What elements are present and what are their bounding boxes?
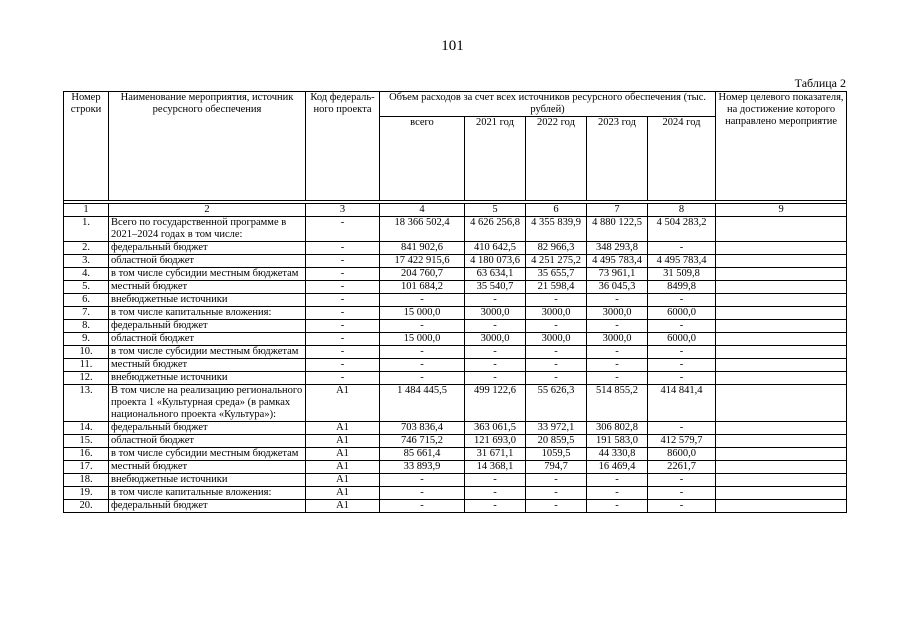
federal-code-cell: А1 bbox=[306, 500, 380, 513]
row-number-cell: 1. bbox=[64, 217, 109, 242]
activity-name-cell: областной бюджет bbox=[109, 435, 306, 448]
table-row bbox=[64, 268, 847, 281]
total-cell: 33 893,9 bbox=[380, 461, 465, 474]
target-indicator-cell bbox=[716, 474, 847, 487]
row-number-cell: 3. bbox=[64, 255, 109, 268]
year-2021-cell: - bbox=[465, 294, 526, 307]
table-row bbox=[64, 385, 847, 422]
activity-name-cell: в том числе субсидии местным бюджетам bbox=[109, 268, 306, 281]
total-cell: - bbox=[380, 294, 465, 307]
year-2021-cell: 121 693,0 bbox=[465, 435, 526, 448]
year-2021-cell: - bbox=[465, 359, 526, 372]
year-2021-cell: 4 180 073,6 bbox=[465, 255, 526, 268]
row-number-cell: 15. bbox=[64, 435, 109, 448]
column-number: 9 bbox=[716, 204, 847, 217]
year-2023-cell: 4 880 122,5 bbox=[587, 217, 648, 242]
year-2023-cell: - bbox=[587, 372, 648, 385]
federal-code-cell: - bbox=[306, 359, 380, 372]
activity-name-cell: федеральный бюджет bbox=[109, 242, 306, 255]
total-cell: - bbox=[380, 474, 465, 487]
table-row bbox=[64, 217, 847, 242]
year-2022-cell: - bbox=[526, 359, 587, 372]
total-cell: 746 715,2 bbox=[380, 435, 465, 448]
total-cell: 15 000,0 bbox=[380, 307, 465, 320]
table-row bbox=[64, 294, 847, 307]
year-2022-cell: 55 626,3 bbox=[526, 385, 587, 422]
year-2023-cell: - bbox=[587, 320, 648, 333]
target-indicator-cell bbox=[716, 307, 847, 320]
year-2023-cell: 191 583,0 bbox=[587, 435, 648, 448]
column-number: 1 bbox=[64, 204, 109, 217]
year-2023-cell: 36 045,3 bbox=[587, 281, 648, 294]
year-2023-cell: 306 802,8 bbox=[587, 422, 648, 435]
row-number-cell: 8. bbox=[64, 320, 109, 333]
year-2021-cell: - bbox=[465, 500, 526, 513]
activity-name-cell: федеральный бюджет bbox=[109, 422, 306, 435]
table-row bbox=[64, 448, 847, 461]
year-2022-cell: - bbox=[526, 320, 587, 333]
header-federal-project-code: Код федераль-ного проекта bbox=[306, 92, 380, 201]
target-indicator-cell bbox=[716, 346, 847, 359]
budget-table bbox=[63, 91, 847, 513]
header-year-2023: 2023 год bbox=[587, 117, 648, 201]
year-2023-cell: 44 330,8 bbox=[587, 448, 648, 461]
row-number-cell: 9. bbox=[64, 333, 109, 346]
row-number-cell: 5. bbox=[64, 281, 109, 294]
row-number-cell: 13. bbox=[64, 385, 109, 422]
table-row bbox=[64, 461, 847, 474]
year-2023-cell: 3000,0 bbox=[587, 307, 648, 320]
year-2023-cell: - bbox=[587, 487, 648, 500]
activity-name-cell: в том числе капитальные вложения: bbox=[109, 307, 306, 320]
table-row bbox=[64, 346, 847, 359]
header-total: всего bbox=[380, 117, 465, 201]
table-body bbox=[64, 217, 847, 513]
activity-name-cell: в том числе субсидии местным бюджетам bbox=[109, 448, 306, 461]
federal-code-cell: А1 bbox=[306, 487, 380, 500]
year-2024-cell: - bbox=[648, 320, 716, 333]
column-number: 2 bbox=[109, 204, 306, 217]
year-2024-cell: 414 841,4 bbox=[648, 385, 716, 422]
year-2022-cell: - bbox=[526, 474, 587, 487]
activity-name-cell: в том числе субсидии местным бюджетам bbox=[109, 346, 306, 359]
table-row bbox=[64, 359, 847, 372]
total-cell: 18 366 502,4 bbox=[380, 217, 465, 242]
table-row bbox=[64, 281, 847, 294]
year-2023-cell: - bbox=[587, 474, 648, 487]
target-indicator-cell bbox=[716, 422, 847, 435]
year-2023-cell: - bbox=[587, 294, 648, 307]
activity-name-cell: В том числе на реализацию регионального проекта 1 «Культурная среда» (в рамках национального проекта «Культура»): bbox=[109, 385, 306, 422]
target-indicator-cell bbox=[716, 217, 847, 242]
activity-name-cell: федеральный бюджет bbox=[109, 500, 306, 513]
year-2022-cell: 3000,0 bbox=[526, 333, 587, 346]
federal-code-cell: А1 bbox=[306, 435, 380, 448]
year-2024-cell: 6000,0 bbox=[648, 307, 716, 320]
year-2024-cell: - bbox=[648, 346, 716, 359]
header-year-2022: 2022 год bbox=[526, 117, 587, 201]
year-2023-cell: - bbox=[587, 500, 648, 513]
target-indicator-cell bbox=[716, 294, 847, 307]
federal-code-cell: - bbox=[306, 346, 380, 359]
year-2023-cell: - bbox=[587, 346, 648, 359]
year-2024-cell: - bbox=[648, 372, 716, 385]
header-year-2021: 2021 год bbox=[465, 117, 526, 201]
year-2024-cell: 8499,8 bbox=[648, 281, 716, 294]
column-number: 4 bbox=[380, 204, 465, 217]
year-2021-cell: 363 061,5 bbox=[465, 422, 526, 435]
table-row bbox=[64, 435, 847, 448]
table-row bbox=[64, 487, 847, 500]
year-2024-cell: 2261,7 bbox=[648, 461, 716, 474]
year-2023-cell: 348 293,8 bbox=[587, 242, 648, 255]
year-2021-cell: - bbox=[465, 372, 526, 385]
table-row bbox=[64, 242, 847, 255]
row-number-cell: 17. bbox=[64, 461, 109, 474]
federal-code-cell: - bbox=[306, 333, 380, 346]
year-2022-cell: 21 598,4 bbox=[526, 281, 587, 294]
column-number: 3 bbox=[306, 204, 380, 217]
year-2021-cell: - bbox=[465, 346, 526, 359]
year-2021-cell: - bbox=[465, 487, 526, 500]
table-row bbox=[64, 255, 847, 268]
year-2022-cell: 3000,0 bbox=[526, 307, 587, 320]
target-indicator-cell bbox=[716, 487, 847, 500]
header-year-2024: 2024 год bbox=[648, 117, 716, 201]
year-2021-cell: 63 634,1 bbox=[465, 268, 526, 281]
total-cell: - bbox=[380, 346, 465, 359]
table-row bbox=[64, 474, 847, 487]
table-caption: Таблица 2 bbox=[794, 76, 846, 90]
target-indicator-cell bbox=[716, 385, 847, 422]
activity-name-cell: внебюджетные источники bbox=[109, 474, 306, 487]
year-2022-cell: 82 966,3 bbox=[526, 242, 587, 255]
activity-name-cell: внебюджетные источники bbox=[109, 372, 306, 385]
page-number: 101 bbox=[441, 38, 464, 54]
total-cell: - bbox=[380, 372, 465, 385]
row-number-cell: 14. bbox=[64, 422, 109, 435]
total-cell: 101 684,2 bbox=[380, 281, 465, 294]
year-2022-cell: 20 859,5 bbox=[526, 435, 587, 448]
total-cell: 85 661,4 bbox=[380, 448, 465, 461]
federal-code-cell: - bbox=[306, 307, 380, 320]
target-indicator-cell bbox=[716, 255, 847, 268]
year-2024-cell: 412 579,7 bbox=[648, 435, 716, 448]
year-2021-cell: 3000,0 bbox=[465, 307, 526, 320]
total-cell: 841 902,6 bbox=[380, 242, 465, 255]
target-indicator-cell bbox=[716, 372, 847, 385]
activity-name-cell: внебюджетные источники bbox=[109, 294, 306, 307]
row-number-cell: 18. bbox=[64, 474, 109, 487]
federal-code-cell: - bbox=[306, 217, 380, 242]
year-2023-cell: 4 495 783,4 bbox=[587, 255, 648, 268]
year-2023-cell: 73 961,1 bbox=[587, 268, 648, 281]
federal-code-cell: А1 bbox=[306, 474, 380, 487]
target-indicator-cell bbox=[716, 242, 847, 255]
federal-code-cell: - bbox=[306, 255, 380, 268]
column-number: 7 bbox=[587, 204, 648, 217]
year-2024-cell: - bbox=[648, 500, 716, 513]
year-2024-cell: 4 504 283,2 bbox=[648, 217, 716, 242]
column-number: 5 bbox=[465, 204, 526, 217]
header-target-indicator: Номер целевого показателя, на достижение которого направлено мероприятие bbox=[716, 92, 847, 201]
column-number: 8 bbox=[648, 204, 716, 217]
activity-name-cell: местный бюджет bbox=[109, 461, 306, 474]
year-2022-cell: 4 251 275,2 bbox=[526, 255, 587, 268]
target-indicator-cell bbox=[716, 268, 847, 281]
activity-name-cell: федеральный бюджет bbox=[109, 320, 306, 333]
year-2024-cell: 6000,0 bbox=[648, 333, 716, 346]
column-number-row bbox=[64, 204, 847, 217]
year-2024-cell: - bbox=[648, 242, 716, 255]
row-number-cell: 6. bbox=[64, 294, 109, 307]
year-2021-cell: 410 642,5 bbox=[465, 242, 526, 255]
year-2022-cell: - bbox=[526, 346, 587, 359]
year-2023-cell: 16 469,4 bbox=[587, 461, 648, 474]
federal-code-cell: А1 bbox=[306, 461, 380, 474]
year-2023-cell: 3000,0 bbox=[587, 333, 648, 346]
row-number-cell: 16. bbox=[64, 448, 109, 461]
total-cell: 1 484 445,5 bbox=[380, 385, 465, 422]
federal-code-cell: А1 bbox=[306, 448, 380, 461]
table-row bbox=[64, 500, 847, 513]
year-2021-cell: 14 368,1 bbox=[465, 461, 526, 474]
year-2024-cell: 4 495 783,4 bbox=[648, 255, 716, 268]
activity-name-cell: в том числе капитальные вложения: bbox=[109, 487, 306, 500]
target-indicator-cell bbox=[716, 448, 847, 461]
year-2022-cell: 33 972,1 bbox=[526, 422, 587, 435]
header-row-number: Номер строки bbox=[64, 92, 109, 201]
year-2021-cell: 499 122,6 bbox=[465, 385, 526, 422]
year-2023-cell: - bbox=[587, 359, 648, 372]
year-2021-cell: 31 671,1 bbox=[465, 448, 526, 461]
table-row bbox=[64, 333, 847, 346]
year-2021-cell: - bbox=[465, 320, 526, 333]
table-row bbox=[64, 372, 847, 385]
row-number-cell: 4. bbox=[64, 268, 109, 281]
federal-code-cell: - bbox=[306, 281, 380, 294]
activity-name-cell: местный бюджет bbox=[109, 359, 306, 372]
year-2022-cell: 35 655,7 bbox=[526, 268, 587, 281]
federal-code-cell: - bbox=[306, 294, 380, 307]
year-2024-cell: 8600,0 bbox=[648, 448, 716, 461]
year-2024-cell: 31 509,8 bbox=[648, 268, 716, 281]
total-cell: 15 000,0 bbox=[380, 333, 465, 346]
total-cell: 204 760,7 bbox=[380, 268, 465, 281]
row-number-cell: 20. bbox=[64, 500, 109, 513]
year-2022-cell: 4 355 839,9 bbox=[526, 217, 587, 242]
header-expense-volume: Объем расходов за счет всех источников ресурсного обеспечения (тыс. рублей) bbox=[380, 92, 716, 117]
year-2022-cell: - bbox=[526, 294, 587, 307]
year-2024-cell: - bbox=[648, 422, 716, 435]
target-indicator-cell bbox=[716, 435, 847, 448]
total-cell: 703 836,4 bbox=[380, 422, 465, 435]
total-cell: - bbox=[380, 320, 465, 333]
federal-code-cell: - bbox=[306, 242, 380, 255]
table-row bbox=[64, 422, 847, 435]
federal-code-cell: - bbox=[306, 372, 380, 385]
year-2024-cell: - bbox=[648, 294, 716, 307]
year-2021-cell: 3000,0 bbox=[465, 333, 526, 346]
year-2021-cell: 35 540,7 bbox=[465, 281, 526, 294]
target-indicator-cell bbox=[716, 359, 847, 372]
row-number-cell: 10. bbox=[64, 346, 109, 359]
year-2024-cell: - bbox=[648, 359, 716, 372]
federal-code-cell: - bbox=[306, 268, 380, 281]
row-number-cell: 7. bbox=[64, 307, 109, 320]
activity-name-cell: областной бюджет bbox=[109, 255, 306, 268]
total-cell: - bbox=[380, 500, 465, 513]
target-indicator-cell bbox=[716, 461, 847, 474]
row-number-cell: 2. bbox=[64, 242, 109, 255]
federal-code-cell: - bbox=[306, 320, 380, 333]
total-cell: - bbox=[380, 359, 465, 372]
year-2022-cell: 1059,5 bbox=[526, 448, 587, 461]
activity-name-cell: Всего по государственной программе в 2021–2024 годах в том числе: bbox=[109, 217, 306, 242]
year-2022-cell: - bbox=[526, 500, 587, 513]
year-2022-cell: - bbox=[526, 487, 587, 500]
year-2022-cell: - bbox=[526, 372, 587, 385]
total-cell: 17 422 915,6 bbox=[380, 255, 465, 268]
target-indicator-cell bbox=[716, 500, 847, 513]
target-indicator-cell bbox=[716, 281, 847, 294]
year-2024-cell: - bbox=[648, 474, 716, 487]
column-number: 6 bbox=[526, 204, 587, 217]
year-2021-cell: 4 626 256,8 bbox=[465, 217, 526, 242]
row-number-cell: 12. bbox=[64, 372, 109, 385]
table-row bbox=[64, 320, 847, 333]
row-number-cell: 19. bbox=[64, 487, 109, 500]
year-2024-cell: - bbox=[648, 487, 716, 500]
federal-code-cell: А1 bbox=[306, 385, 380, 422]
total-cell: - bbox=[380, 487, 465, 500]
year-2022-cell: 794,7 bbox=[526, 461, 587, 474]
target-indicator-cell bbox=[716, 320, 847, 333]
activity-name-cell: местный бюджет bbox=[109, 281, 306, 294]
year-2021-cell: - bbox=[465, 474, 526, 487]
target-indicator-cell bbox=[716, 333, 847, 346]
row-number-cell: 11. bbox=[64, 359, 109, 372]
header-activity-name: Наименование мероприятия, источник ресурсного обеспечения bbox=[109, 92, 306, 201]
activity-name-cell: областной бюджет bbox=[109, 333, 306, 346]
table-row bbox=[64, 307, 847, 320]
federal-code-cell: А1 bbox=[306, 422, 380, 435]
year-2023-cell: 514 855,2 bbox=[587, 385, 648, 422]
